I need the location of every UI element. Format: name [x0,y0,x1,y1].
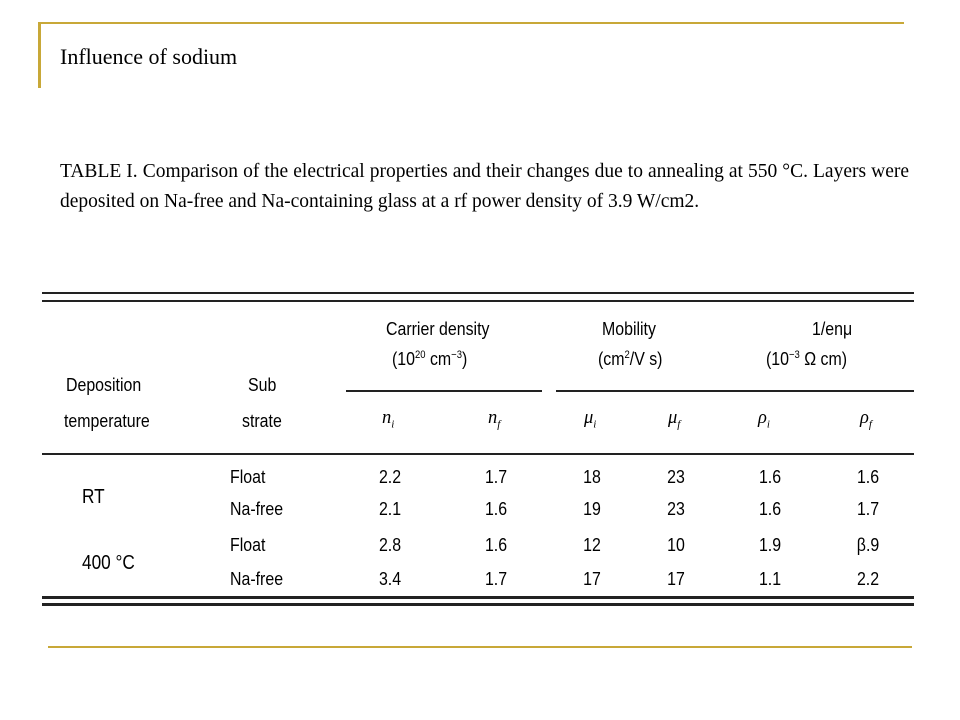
cell-n-i: 2.2 [378,466,402,487]
substrate-header-2: strate [242,410,282,431]
table-caption: TABLE I. Comparison of the electrical properties and their changes due to annealing at 550 °C. Layers were deposited on Na-free and Na-containing glass at a rf power density of 3.9 W/cm2. [60,161,909,212]
cell-rho-f: 1.6 [856,466,880,487]
resistivity-unit: ($10^{-3}$ Ω cm) [766,348,848,369]
col-mu-f: $\mu_f$ [668,408,681,431]
cell-rho-i: 1.6 [758,498,782,519]
cell-mu-i: 18 [583,466,601,487]
col-rho-i: $\rho_i$ [758,408,770,431]
cell-rho-i: 1.9 [758,534,782,555]
cell-mu-i: 12 [583,534,601,555]
col-rho-f: $\rho_f$ [860,408,872,431]
cell-rho-f: 1.7 [856,498,880,519]
row-substrate: Float [230,466,266,487]
table-top-rule-2 [42,300,914,302]
left-accent-line [38,22,41,88]
cell-mu-i: 17 [583,568,601,589]
slide-title: Influence of sodium [60,44,238,69]
cell-mu-f: 10 [667,534,685,555]
cell-rho-f: 2.2 [856,568,880,589]
cell-n-i: 2.8 [378,534,402,555]
cell-rho-f: β.9 [856,534,880,555]
carrier-density-header: Carrier density [386,318,490,339]
resistivity-header: 1/enμ [812,318,853,339]
header-rule [42,453,914,455]
row-substrate: Na-free [230,498,284,519]
col-n-f: $n_f$ [488,408,501,431]
cell-mu-f: 23 [667,498,685,519]
cell-mu-i: 19 [583,498,601,519]
cell-rho-i: 1.6 [758,466,782,487]
table-bottom-rule-2 [42,603,914,606]
group-temperature: RT [82,486,105,508]
col-n-i: $n_i$ [382,408,395,431]
cell-n-i: 2.1 [378,498,402,519]
cell-n-f: 1.7 [484,568,508,589]
table-bottom-rule [42,596,914,599]
cell-n-f: 1.6 [484,498,508,519]
row-substrate: Na-free [230,568,284,589]
table-top-rule [42,292,914,294]
cell-mu-f: 17 [667,568,685,589]
cell-n-f: 1.7 [484,466,508,487]
top-accent-line [40,22,904,24]
cell-mu-f: 23 [667,466,685,487]
temperature-header: temperature [64,410,150,431]
mobility-unit: ($cm^2/V$ s) [598,348,663,369]
mobility-header: Mobility [602,318,656,339]
col-mu-i: $\mu_i$ [584,408,597,431]
cell-rho-i: 1.1 [758,568,782,589]
row-substrate: Float [230,534,266,555]
data-table [42,290,914,610]
substrate-header: Sub [248,374,277,395]
bottom-accent-line [48,646,912,648]
cell-n-i: 3.4 [378,568,402,589]
cell-n-f: 1.6 [484,534,508,555]
carrier-density-unit: ($10^{20}$ $cm^{-3}$) [392,348,468,369]
mobility-underline [556,390,728,392]
group-temperature: 400 °C [82,552,135,574]
resistivity-underline [728,390,914,392]
carrier-underline [346,390,542,392]
deposition-header: Deposition [66,374,142,395]
